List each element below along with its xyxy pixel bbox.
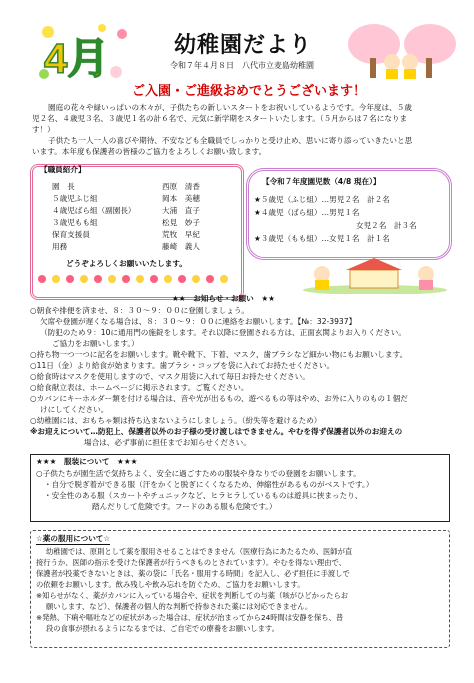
clothing-list [36, 468, 373, 512]
staff-row [52, 193, 232, 205]
notices-heading: ★★ お知らせ・お願い ★★ [172, 294, 275, 303]
enrollment-list [254, 194, 417, 246]
sakura-kids-icon [346, 22, 458, 80]
clothing-line: 踏んだりして危険です。フードのある服も危険です。） [92, 502, 277, 511]
staff-name: 大浦 直子 [162, 206, 200, 215]
notice-line: （防犯のため９：10に通用門の施錠をします。それ以降に登園される方は、正面玄関よりお入りください。 [40, 328, 406, 337]
medicine-line: 幼稚園では、原則として薬を服用させることはできません（医療行為にあたるため、医師が直 [46, 547, 353, 556]
staff-name: 荒牧 早紀 [162, 230, 200, 239]
notice-line: ○持ち物一つ一つに記名をお願いします。靴や靴下、下着、マスク、歯ブラシなど細かい物にもお願いします。 [30, 350, 408, 359]
staff-row [52, 229, 232, 241]
clothing-heading: ★★★ 服装について ★★★ [36, 457, 138, 466]
notice-line: 欠席や登園が遅くなる場合は、８：３０～９：００に連絡をお願いします。【№：32-3937】 [40, 317, 357, 326]
notice-line: ※お迎えについて…防犯上、保護者以外のお子様の受け渡しはできません。やむを得ず保護者以外のお迎えの [30, 427, 403, 436]
medicine-line: ※知らせがなく、薬がカバンに入っている場合や、症状を判断しての与薬（咳がひどかったらお [36, 591, 349, 600]
staff-list [52, 181, 232, 253]
notice-line: ○給食時はマスクを使用しますので、マスク用袋に入れて毎日お持たせください。 [30, 372, 310, 381]
staff-heading: 【職員紹介】 [40, 165, 86, 174]
notice-line: ○カバンにキーホルダー類を付ける場合は、音や光が出るもの、遊べるもの等はやめ、お外に入りのもの１個だ [30, 394, 408, 403]
congrats-banner: ご入園・ご進級おめでとうございます！ [132, 84, 367, 99]
staff-row [52, 241, 232, 253]
staff-role: 用務 [52, 242, 68, 251]
medicine-line: 保護者が投薬できないときは、薬の袋に「氏名・服用する時間」を記入し、必ず担任に手渡しで [36, 569, 350, 578]
clothing-line: ○子供たちが園生活で気持ちよく、安全に過ごすための服装や身なりでの登園をお願いします。 [36, 469, 361, 478]
tulip-border-icon [30, 272, 238, 288]
medicine-line: ※発熱、下痢や嘔吐などの症状があった場合は、症状が治まってから24時間は安静を保ち、普 [36, 613, 344, 622]
staff-name: 松見 妙子 [162, 218, 200, 227]
medicine-line: 段の食事が摂れるようになるまでは、ご自宅での療養をお願いします。 [46, 624, 279, 633]
medicine-line: の依頼をお願いします。飲み残しや飲み忘れを防ぐため、ご協力をお願いします。 [36, 580, 305, 589]
staff-role: ４歳児ばら組（副園長） [52, 206, 136, 215]
greeting [32, 102, 412, 157]
page-title: 幼稚園だより [174, 33, 313, 58]
school-kids-icon [300, 256, 450, 294]
notice-line: ○給食献立表は、ホームページに掲示されます。ご覧ください。 [30, 383, 249, 392]
medicine-list [36, 546, 352, 634]
greeting-line: 児２名、４歳児３名、３歳児１名の計６名で、元気に新学期をスタートいたします。（５月からは７名になりま [32, 114, 408, 123]
greeting-line: す！） [32, 125, 55, 134]
staff-role: ３歳児もも組 [52, 218, 98, 227]
notice-line: ○朝食や排便を済ませ、８：３０～９：００に登園しましょう。 [30, 306, 250, 315]
notice-line: ○11日（金）より給食が始まります。歯ブラシ・コップを袋に入れてお持たせください。 [30, 361, 335, 370]
staff-name: 藤崎 義人 [162, 242, 200, 251]
staff-name: 岡本 美穂 [162, 194, 200, 203]
notices-list [30, 305, 408, 448]
notice-line: 場合は、必ず事前に担任までお知らせください。 [84, 438, 251, 447]
enrollment-heading: 【令和７年度園児数（4/8 現在）】 [262, 177, 381, 186]
notice-line: ご協力をお願いします。） [52, 339, 139, 348]
staff-row [52, 217, 232, 229]
clothing-line: ・安全性のある服（スカートやチュニックなど、ヒラヒラしているものは遊具に挟まったり、 [44, 491, 363, 500]
medicine-heading: ☆薬の服用について☆ [36, 534, 111, 543]
staff-name: 西原 清香 [162, 182, 200, 191]
month-art: 4月 [44, 35, 110, 82]
staff-row [52, 181, 232, 193]
medicine-line: 願いします、など）、保護者の個人的な判断で持参された薬には対応できません。 [46, 602, 313, 611]
staff-role: 保育支援員 [52, 230, 90, 239]
date-issuer: 令和７年４月８日 八代市立麦島幼稚園 [170, 61, 314, 70]
notice-line: けにしてください。 [40, 405, 109, 414]
enrollment-line: ★４歳児（ばら組）…男児１名 [254, 208, 360, 217]
enrollment-line: ★５歳児（ふじ組）…男児２名 計２名 [254, 195, 390, 204]
greeting-line: 園庭の花々や緑いっぱいの木々が、子供たちの新しいスタートをお祝いしているようです。今年度は、５歳 [48, 103, 412, 112]
staff-closing: どうぞよろしくお願いいたします。 [66, 259, 187, 268]
notice-line: ○幼稚園には、おもちゃ類は持ち込まないようにしましょう。（紛失等を避けるため） [30, 416, 322, 425]
staff-row [52, 205, 232, 217]
clothing-line: ・自分で脱ぎ着ができる服（汗をかくと脱ぎにくくなるため、伸縮性があるものがベストです。） [44, 480, 374, 489]
greeting-line: 子供たち一人一人の喜びや期待、不安なども全職員でしっかりと受け止め、思いに寄り添っていきたいと思 [48, 136, 413, 145]
staff-role: 園 長 [52, 182, 75, 191]
greeting-line: います。本年度も保護者の皆様のご協力をよろしくお願い致します。 [32, 147, 267, 156]
enrollment-line: 女児２名 計３名 [356, 221, 417, 230]
staff-role: ５歳児ふじ組 [52, 194, 98, 203]
medicine-line: 接行うか、医師の指示を受けた保護者が行うべきものとされています）。やむを得ない理由で、 [36, 558, 346, 567]
enrollment-line: ★３歳児（もも組）…女児１名 計１名 [254, 234, 390, 243]
